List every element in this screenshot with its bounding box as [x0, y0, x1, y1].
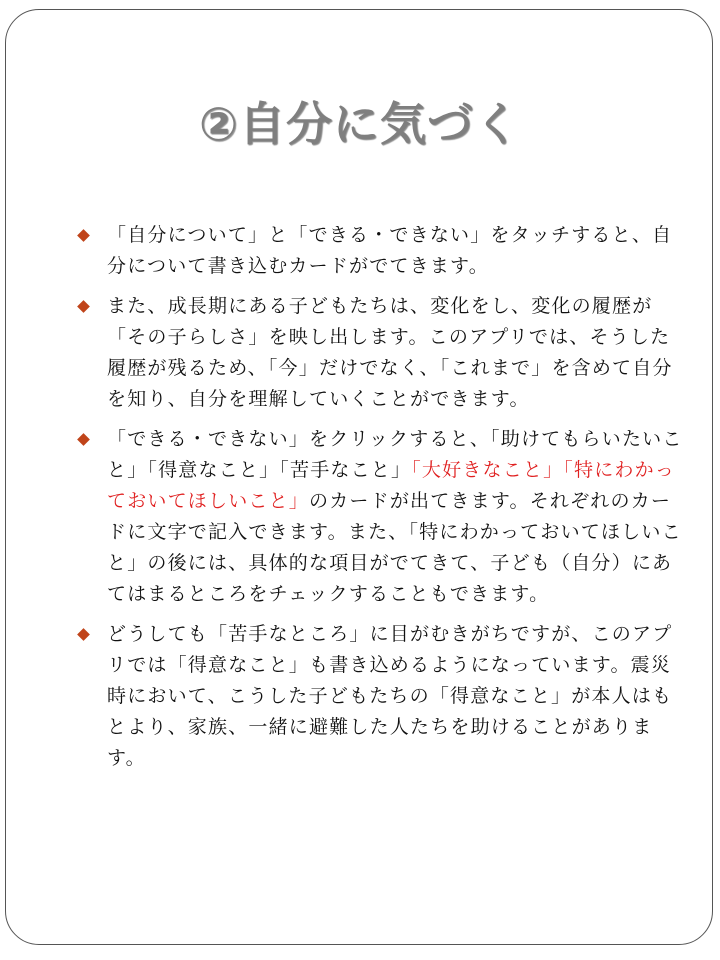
bullet-item: [0, 424, 720, 610]
diamond-bullet-icon: [77, 628, 90, 641]
diamond-bullet-icon: [77, 433, 90, 446]
slide-title: ②自分に気づく: [199, 97, 521, 151]
bullet-text-segment: のカードが出てきます。それぞれのカードに文字で記入できます。また、「特にわかっておいてほしいこと」の後には、具体的な項目がでてきて、子ども（自分）にあてはまるところをチェックすることもできます。: [107, 490, 682, 605]
bullet-text: [107, 291, 687, 415]
bullet-text-segment: 「できる・できない」をクリックすると、「助けてもらいたいこと」「得意なこと」「苦手なこと」: [107, 428, 683, 481]
bullet-list: [0, 220, 720, 783]
bullet-text-highlight: 「大好きなこと」「特にわかっておいてほしいこと」: [107, 459, 676, 512]
bullet-item: [0, 291, 720, 415]
bullet-text: [107, 619, 687, 774]
bullet-text-segment: 「自分について」と「できる・できない」をタッチすると、自分について書き込むカードがでてきます。: [107, 224, 673, 277]
bullet-text-segment: また、成長期にある子どもたちは、変化をし、変化の履歴が「その子らしさ」を映し出します。このアプリでは、そうした履歴が残るため、「今」だけでなく、「これまで」を含めて自分を知り、自分を理解していくことができます。: [107, 295, 673, 410]
bullet-item: [0, 220, 720, 282]
bullet-text: [107, 424, 687, 610]
bullet-text-segment: どうしても「苦手なところ」に目がむきがちですが、このアプリでは「得意なこと」も書き込めるようになっています。震災時において、こうした子どもたちの「得意なこと」が本人はもとより、家族、一緒に避難した人たちを助けることがあります。: [107, 623, 673, 769]
diamond-bullet-icon: [77, 300, 90, 313]
bullet-item: [0, 619, 720, 774]
bullet-text: [107, 220, 687, 282]
diamond-bullet-icon: [77, 229, 90, 242]
